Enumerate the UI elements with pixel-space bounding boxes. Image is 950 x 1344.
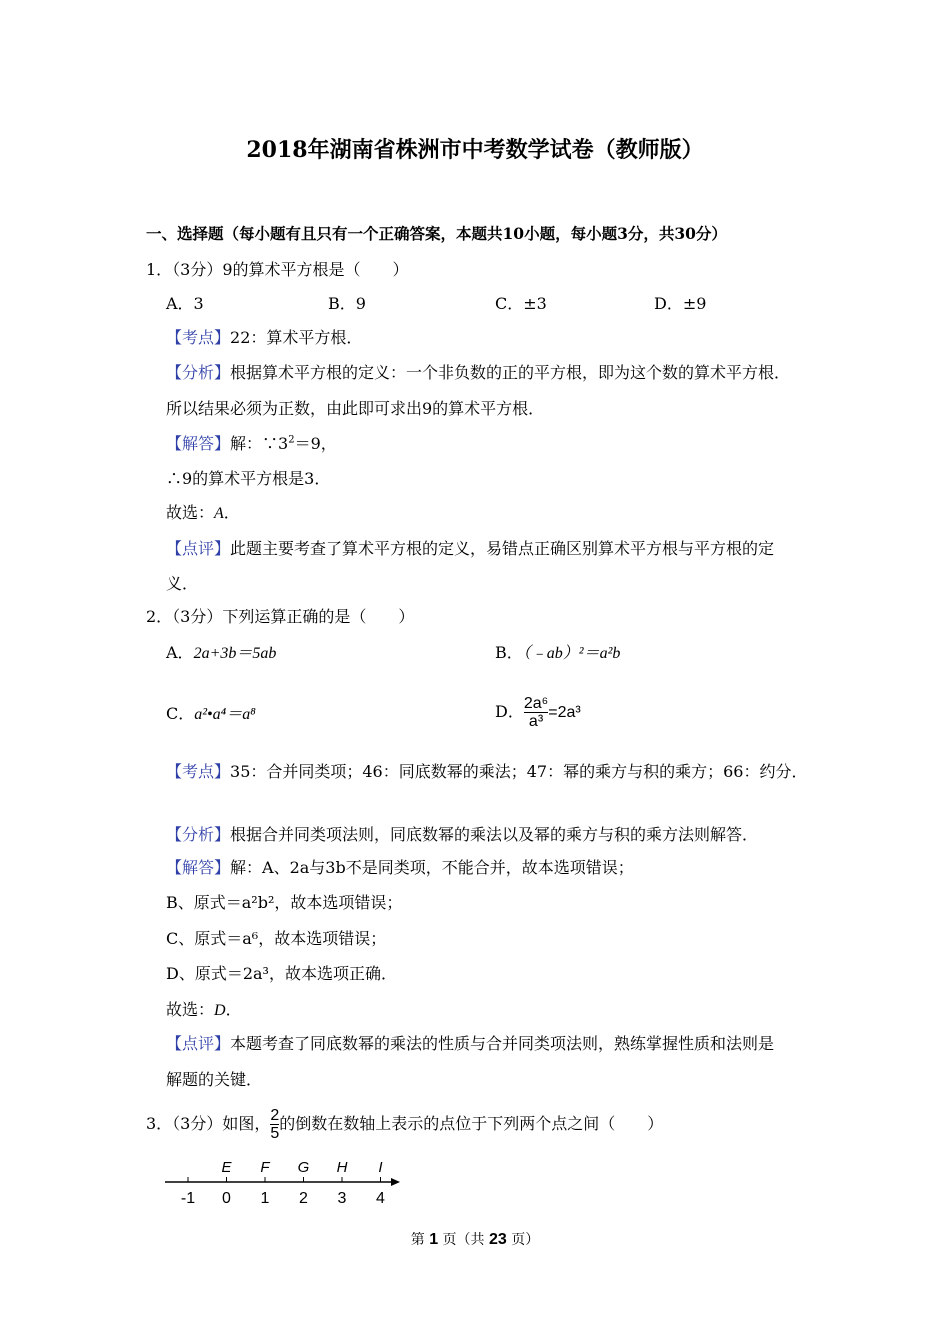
number-line-point-label: I [378, 1159, 383, 1176]
footer-page-number: 1 [429, 1231, 439, 1248]
fraction-numerator: 2 [270, 1107, 280, 1124]
fraction [270, 1107, 279, 1142]
period: ． [223, 503, 240, 522]
option-expr: a²•a⁴＝a⁸ [194, 706, 256, 723]
number-line-point-label: E [221, 1159, 232, 1176]
q1-jieda-line2: ∴9的算术平方根是3． [166, 469, 331, 488]
kaodian-tag: 【考点】 [166, 328, 231, 347]
guxuan-label: 故选： [166, 503, 215, 522]
fraction [524, 695, 548, 730]
q2-fenxi [166, 825, 758, 845]
dianping-text: 本题考查了同底数幂的乘法的性质与合并同类项法则，熟练掌握性质和法则是 [230, 1034, 775, 1053]
q1-option-c: C．±3 [495, 294, 547, 313]
q2-option-a [166, 643, 276, 664]
number-line-point-label: G [297, 1159, 310, 1176]
guxuan-answer: D [214, 1002, 226, 1019]
q2-jieda [166, 858, 634, 878]
fraction-denominator: 5 [270, 1125, 280, 1142]
option-label: D． [495, 702, 524, 721]
option-expr: 2a+3b＝5ab [193, 645, 277, 662]
number-line-point-label: H [336, 1159, 348, 1176]
q1-option-a: A．3 [166, 294, 204, 313]
q3-stem-suffix: 的倒数在数轴上表示的点位于下列两个点之间（ ） [279, 1114, 664, 1133]
jieda-tag: 【解答】 [166, 434, 231, 453]
q1-fenxi-line2: 所以结果必须为正数，由此即可求出9的算术平方根． [166, 399, 545, 418]
number-line-tick-label: 2 [299, 1190, 308, 1207]
footer-total-pages: 23 [489, 1231, 507, 1248]
footer-suffix: 页） [506, 1232, 540, 1248]
fraction-denominator: a³ [528, 713, 544, 730]
dianping-tag: 【点评】 [166, 539, 231, 558]
exponent: 2 [288, 434, 295, 446]
footer-mid: 页（共 [438, 1232, 489, 1248]
fenxi-text: 根据合并同类项法则，同底数幂的乘法以及幂的乘方与积的乘方法则解答． [230, 825, 759, 844]
number-line-tick-label: 1 [260, 1190, 270, 1207]
number-line-tick-label: 0 [222, 1190, 231, 1207]
q1-dianping [166, 539, 774, 559]
guxuan-label: 故选： [166, 1000, 215, 1019]
q2-stem: 2．（3分）下列运算正确的是（ ） [146, 607, 415, 626]
page-footer [0, 1230, 950, 1250]
dianping-tag: 【点评】 [166, 1034, 231, 1053]
kaodian-text: 35：合并同类项；46：同底数幂的乘法；47：幂的乘方与积的乘方；66：约分． [230, 762, 808, 781]
kaodian-tag: 【考点】 [166, 762, 231, 781]
guxuan-answer: A [214, 505, 224, 522]
option-label: A． [166, 643, 194, 662]
number-line-tick-label: 4 [376, 1190, 385, 1207]
q3-stem [146, 1103, 663, 1145]
number-line-figure [160, 1152, 410, 1208]
q2-dianping [166, 1034, 774, 1054]
page-title: 2018年湖南省株洲市中考数学试卷（教师版） [246, 137, 704, 163]
jieda-text: 解：A、2a与3b不是同类项，不能合并，故本选项错误； [230, 858, 634, 877]
q2-jieda-d: D、原式＝2a³，故本选项正确． [166, 964, 397, 983]
fenxi-text: 根据算术平方根的定义：一个非负数的正的平方根，即为这个数的算术平方根． [230, 363, 791, 382]
q2-dianping-line2: 解题的关键． [166, 1070, 263, 1089]
jieda-text-end: ＝9， [294, 434, 337, 453]
jieda-text: 解：∵3 [230, 434, 289, 453]
q2-option-c [166, 704, 256, 725]
number-line-tick-label: -1 [180, 1190, 196, 1207]
q1-option-b: B．9 [328, 294, 366, 313]
q1-kaodian [166, 328, 362, 348]
q1-jieda [166, 434, 337, 454]
q2-jieda-c: C、原式＝a⁶，故本选项错误； [166, 929, 387, 948]
q3-stem-prefix: 3．（3分）如图， [146, 1114, 271, 1133]
footer-prefix: 第 [410, 1232, 430, 1248]
q2-jieda-b: B、原式＝a²b²，故本选项错误； [166, 893, 403, 912]
option-expr: （﹣ab）²＝a²b [522, 645, 621, 662]
q2-option-b [495, 643, 620, 664]
number-line-point-label: F [260, 1159, 270, 1176]
dianping-text: 此题主要考查了算术平方根的定义，易错点正确区别算术平方根与平方根的定 [230, 539, 775, 558]
kaodian-text: 22：算术平方根． [230, 328, 363, 347]
q2-option-d [495, 684, 581, 741]
q2-guxuan [166, 1000, 242, 1021]
fenxi-tag: 【分析】 [166, 825, 231, 844]
q1-fenxi [166, 363, 790, 383]
period: ． [225, 1000, 242, 1019]
fraction-numerator: 2a⁶ [523, 695, 549, 712]
option-label: B． [495, 643, 523, 662]
arrow-icon [391, 1178, 400, 1186]
jieda-tag: 【解答】 [166, 858, 231, 877]
option-rhs: =2a³ [548, 704, 581, 721]
number-line-tick-label: 3 [337, 1190, 347, 1207]
section-heading: 一、选择题（每小题有且只有一个正确答案，本题共10小题，每小题3分，共30分） [146, 224, 727, 243]
q1-stem: 1．（3分）9的算术平方根是（ ） [146, 260, 409, 279]
q1-guxuan [166, 503, 240, 524]
q1-dianping-line2: 义． [166, 574, 199, 593]
option-label: C． [166, 704, 195, 723]
q2-kaodian [166, 762, 807, 782]
q1-option-d: D．±9 [654, 294, 707, 313]
fenxi-tag: 【分析】 [166, 363, 231, 382]
